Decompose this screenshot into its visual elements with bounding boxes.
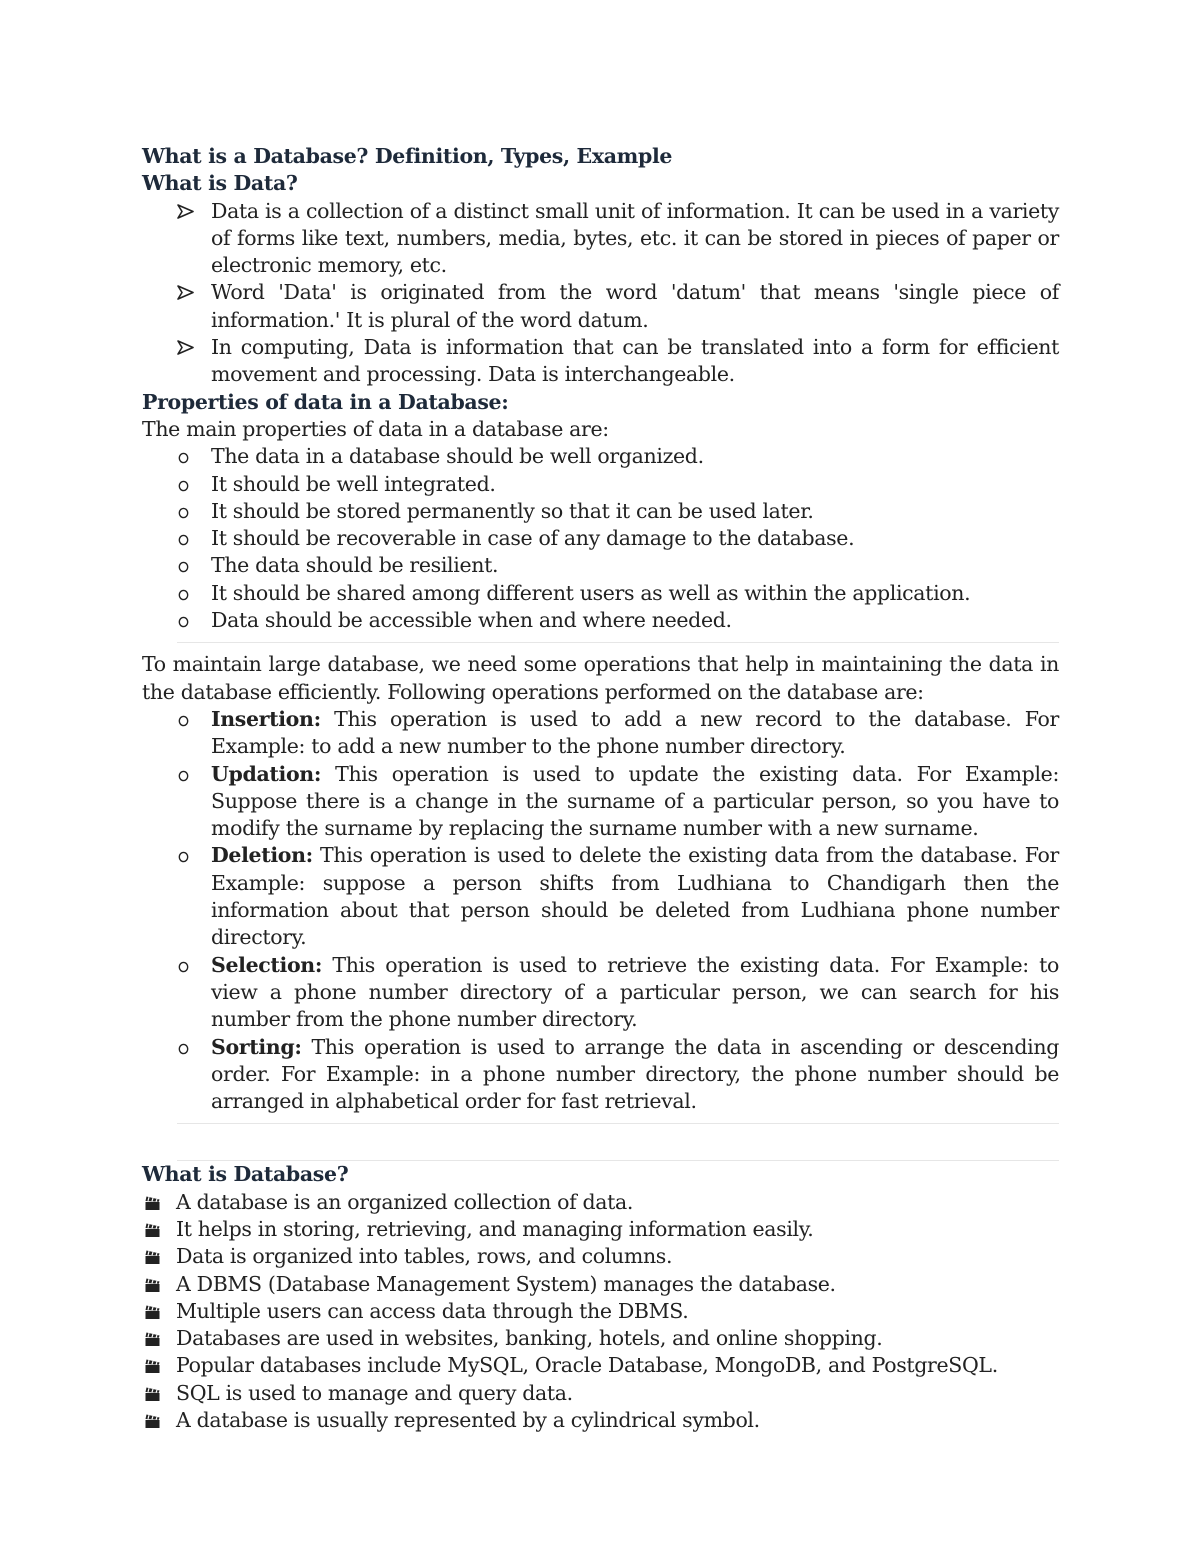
list-item-text: It should be recoverable in case of any damage to the database. [211, 526, 855, 551]
list-item-text: It should be well integrated. [211, 471, 496, 496]
circle-icon [178, 615, 189, 628]
list-item-text: Popular databases include MySQL, Oracle Database, MongoDB, and PostgreSQL. [176, 1353, 998, 1378]
list-item [142, 1352, 1059, 1379]
properties-intro: The main properties of data in a database are: [142, 416, 609, 441]
list-item-text: Multiple users can access data through the DBMS. [176, 1298, 689, 1323]
list-item-text: A database is an organized collection of data. [176, 1189, 634, 1214]
list-item [142, 525, 1059, 552]
operation-description: This operation is used to retrieve the existing data. For Example: to view a phone number directory of a particular person, we can search for his number from the phone number directory. [211, 952, 1059, 1032]
list-item [142, 1271, 1059, 1298]
clapper-icon [144, 1386, 161, 1402]
list-item [142, 706, 1059, 761]
properties-list [142, 443, 1059, 634]
circle-icon [178, 451, 189, 464]
list-item-text: SQL is used to manage and query data. [176, 1380, 573, 1405]
operation-term: Insertion: [211, 706, 321, 731]
arrow-icon [177, 285, 194, 300]
list-item-text: Data should be accessible when and where needed. [211, 608, 732, 633]
operation-term: Selection: [211, 952, 323, 977]
circle-icon [178, 850, 189, 863]
list-item [142, 443, 1059, 470]
list-item [142, 1325, 1059, 1352]
clapper-icon [144, 1413, 161, 1429]
list-item [142, 952, 1059, 1034]
circle-icon [178, 769, 189, 782]
list-item-text: Data is a collection of a distinct small unit of information. It can be used in a variety of forms like text, numbers, media, bytes, etc. it can be stored in pieces of paper or electronic memory, etc. [211, 198, 1059, 278]
operation-term: Sorting: [211, 1034, 302, 1059]
arrow-icon [177, 204, 194, 219]
section-heading-properties: Properties of data in a Database: [142, 389, 509, 414]
operation-term: Updation: [211, 761, 322, 786]
operation-description: This operation is used to add a new record to the database. For Example: to add a new number to the phone number directory. [211, 706, 1059, 759]
list-item [142, 761, 1059, 843]
clapper-icon [144, 1249, 161, 1265]
clapper-icon [144, 1277, 161, 1293]
document-title: What is a Database? Definition, Types, Example [142, 144, 673, 168]
operation-term: Deletion: [211, 843, 313, 868]
arrow-icon [177, 340, 194, 355]
list-item-text: The data should be resilient. [211, 553, 499, 578]
list-item [142, 471, 1059, 498]
operation-description: This operation is used to arrange the data in ascending or descending order. For Example: in a phone number directory, the phone number should be arranged in alphabetical order for fast retrieval. [211, 1034, 1059, 1114]
list-item [142, 279, 1059, 334]
list-item [142, 198, 1059, 280]
operations-intro: To maintain large database, we need some operations that help in maintaining the data in the database efficiently. Following operations performed on the database are: [142, 652, 1059, 704]
list-item-text: It should be stored permanently so that it can be used later. [211, 498, 814, 523]
list-item [142, 1243, 1059, 1270]
list-item [142, 552, 1059, 579]
clapper-icon [144, 1195, 161, 1211]
list-item-text: A DBMS (Database Management System) manages the database. [176, 1271, 836, 1296]
list-item [142, 1298, 1059, 1325]
list-item-text: Data is organized into tables, rows, and columns. [176, 1244, 673, 1269]
section-heading-what-is-database: What is Database? [142, 1162, 349, 1187]
list-item [142, 1380, 1059, 1407]
circle-icon [178, 479, 189, 492]
circle-icon [178, 506, 189, 519]
circle-icon [178, 588, 189, 601]
list-item-text: In computing, Data is information that can be translated into a form for efficient movement and processing. Data is interchangeable. [211, 335, 1059, 387]
circle-icon [178, 714, 189, 727]
list-item [142, 580, 1059, 607]
document-page [142, 143, 1059, 1434]
list-item-text: A database is usually represented by a cylindrical symbol. [176, 1408, 760, 1433]
operation-description: This operation is used to delete the existing data from the database. For Example: suppose a person shifts from Ludhiana to Chandigarh then the information about that person should be deleted from Ludhiana phone number directory. [211, 843, 1059, 950]
circle-icon [178, 1042, 189, 1055]
divider [177, 1123, 1059, 1124]
list-item [142, 1407, 1059, 1434]
clapper-icon [144, 1304, 161, 1320]
section-heading-what-is-data: What is Data? [142, 171, 298, 196]
list-item [142, 498, 1059, 525]
operations-list [142, 706, 1059, 1115]
list-item-text: The data in a database should be well organized. [211, 444, 704, 469]
list-item [142, 842, 1059, 951]
circle-icon [178, 560, 189, 573]
circle-icon [178, 533, 189, 546]
list-item-text: It helps in storing, retrieving, and managing information easily. [176, 1216, 814, 1241]
list-item [142, 1189, 1059, 1216]
clapper-icon [144, 1222, 161, 1238]
list-item-text: Databases are used in websites, banking, hotels, and online shopping. [176, 1326, 883, 1351]
clapper-icon [144, 1358, 161, 1374]
divider [177, 642, 1059, 643]
list-item-text: It should be shared among different users as well as within the application. [211, 580, 971, 605]
what-is-database-list [142, 1189, 1059, 1435]
circle-icon [178, 960, 189, 973]
list-item [142, 334, 1059, 389]
operation-description: This operation is used to update the existing data. For Example: Suppose there is a change in the surname of a particular person, so you have to modify the surname by replacing the surname number with a new surname. [211, 761, 1059, 841]
what-is-data-list [142, 198, 1059, 389]
clapper-icon [144, 1331, 161, 1347]
list-item [142, 1034, 1059, 1116]
list-item [142, 607, 1059, 634]
list-item [142, 1216, 1059, 1243]
list-item-text: Word 'Data' is originated from the word 'datum' that means 'single piece of information.' It is plural of the word datum. [211, 280, 1059, 332]
